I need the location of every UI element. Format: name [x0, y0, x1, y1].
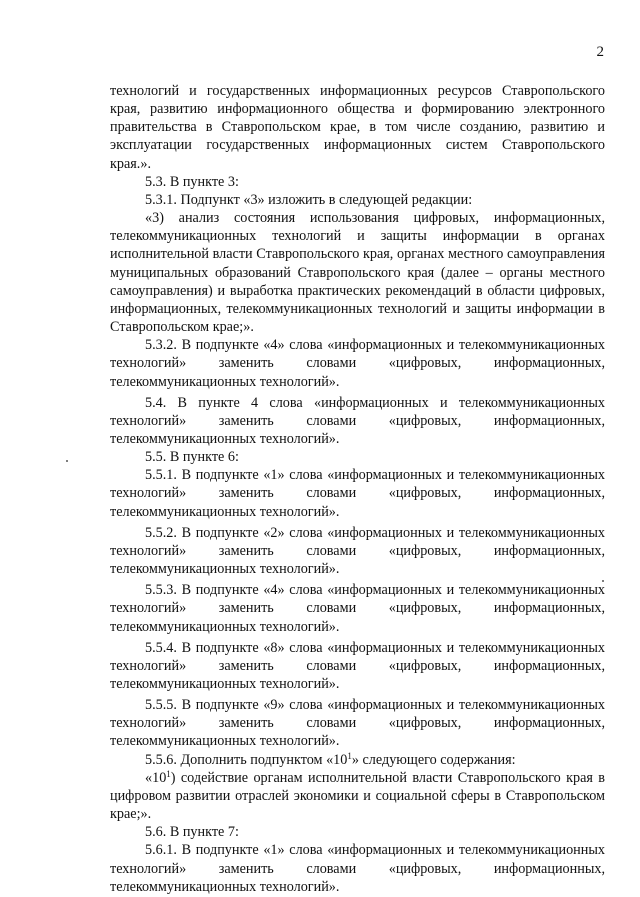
paragraph-5-5-1: 5.5.1. В подпункте «1» слова «информационных и телекоммуникационных технологий» заменить словами «цифровых, информационных, телекоммуникационных технологий».	[110, 467, 605, 520]
paragraph-5-3-1: 5.3.1. Подпункт «3» изложить в следующей редакции:	[145, 191, 473, 208]
paragraph-5-5-4: 5.5.4. В подпункте «8» слова «информационных и телекоммуникационных технологий» заменить словами «цифровых, информационных, телекоммуникационных технологий».	[110, 639, 605, 692]
paragraph-5-5-5: 5.5.5. В подпункте «9» слова «информационных и телекоммуникационных технологий» заменить словами «цифровых, информационных, телекоммуникационных технологий».	[110, 697, 605, 750]
document-body	[110, 82, 605, 896]
paragraph-5-4: 5.4. В пункте 4 слова «информационных и телекоммуникационных технологий» заменить словами «цифровых, информационных, телекоммуникационных технологий».	[110, 394, 605, 447]
paragraph-5-5-3: 5.5.3. В подпункте «4» слова «информационных и телекоммуникационных технологий» заменить словами «цифровых, информационных, телекоммуникационных технологий».	[110, 582, 605, 635]
paragraph-5-3: 5.3. В пункте 3:	[145, 173, 239, 190]
paragraph-5-6-1: 5.6.1. В подпункте «1» слова «информационных и телекоммуникационных технологий» заменить словами «цифровых, информационных, телекоммуникационных технологий».	[110, 842, 605, 895]
page-number: 2	[596, 44, 604, 60]
scan-speck	[602, 580, 604, 582]
paragraph-5-5-6: 5.5.6. Дополнить подпунктом «$10^1$» следующего содержания:	[145, 750, 516, 768]
scan-speck	[66, 460, 68, 462]
paragraph-5-5-2: 5.5.2. В подпункте «2» слова «информационных и телекоммуникационных технологий» заменить словами «цифровых, информационных, телекоммуникационных технологий».	[110, 524, 605, 578]
paragraph-5-3-2: 5.3.2. В подпункте «4» слова «информационных и телекоммуникационных технологий» заменить словами «цифровых, информационных, телекоммуникационных технологий».	[110, 337, 605, 390]
paragraph-subitem-10-1: «$10^1$) содействие органам исполнительной власти Ставропольского края в цифровом развитии отраслей экономики и социальной сферы в Ставропольском крае;».	[110, 768, 605, 823]
paragraph-subitem-3: «3) анализ состояния использования цифровых, информационных, телекоммуникационных технологий и защиты информации в органах исполнительной власти Ставропольского края, органах местного самоуправления муниципальных образований Ставропольского края (далее – органы местного самоуправления) и выработка практических рекомендаций в области цифровых, информационных, телекоммуникационных технологий и защиты информации в Ставропольском крае;».	[110, 210, 605, 336]
paragraph-5-5: 5.5. В пункте 6:	[145, 449, 239, 466]
paragraph-continuation: технологий и государственных информационных ресурсов Ставропольского края, развитию информационного общества и формированию электронного правительства в Ставропольском крае, в том числе созданию, развитию и эксплуатации государственных информационных систем Ставропольского края.».	[110, 83, 605, 172]
paragraph-5-6: 5.6. В пункте 7:	[145, 824, 239, 841]
